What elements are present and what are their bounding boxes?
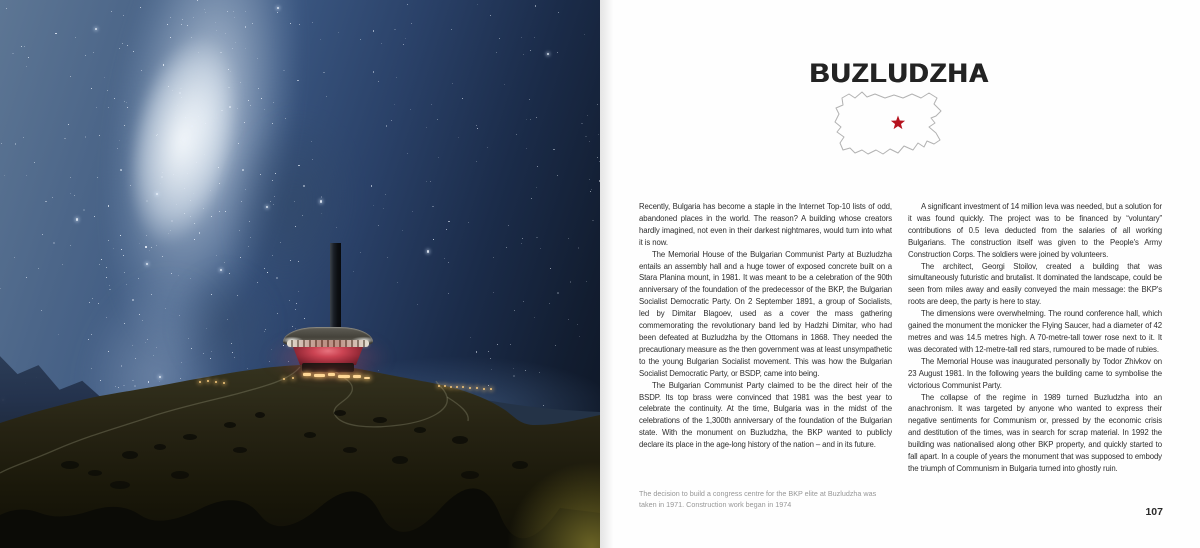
buzludzha-tower xyxy=(330,243,341,333)
saucer-window-band xyxy=(287,340,369,347)
left-text-column xyxy=(639,201,892,451)
text-page xyxy=(600,0,1200,548)
location-star-icon xyxy=(891,116,905,130)
page-title: BUZLUDZHA xyxy=(810,58,990,89)
hillside xyxy=(0,355,600,548)
paragraph: The collapse of the regime in 1989 turned Buzludzha into an anachronism. It was targeted by anyone who wanted to express their negative sentiments for Communism or, pressed by the economic crisis and destitution of the times, was in search for scrap material. In 1992 the building was nationalised along other BKP property, and quickly started to fall apart. In a couple of years the monument that was supposed to embody the triumph of Communism in Bulgaria turned into ghostly ruin. xyxy=(908,392,1162,473)
bulgaria-map xyxy=(828,85,952,161)
page-number: 107 xyxy=(1145,506,1163,518)
red-light-reflection xyxy=(284,362,376,378)
paragraph: A significant investment of 14 million leva was needed, but a solution for it was found quickly. The project was to be financed by “voluntary” contributions of 0.5 leva deducted from the salaries of all working Bulgarians. The construction itself was given to the People's Army Construction Corps. The soldiers were joined by volunteers. xyxy=(908,202,1162,259)
paragraph: The Bulgarian Communist Party claimed to be the direct heir of the BSDP. Its top brass were convinced that 1981 was the best year to celebrate the continuity. At the time, Bulgaria was in the midst of the celebrations of the 1,300th anniversary of the foundation of the Bulgarian state. With the monument on Buzludzha, the BKP wanted to publicly declare its place in the age-long history of the nation – and in its future. xyxy=(639,380,892,450)
right-text-column xyxy=(908,201,1162,475)
paragraph: The dimensions were overwhelming. The round conference hall, which gained the monument the monicker the Flying Saucer, had a diameter of 42 metres and was 14.5 metres high. A 70-metre-tall tower rose next to it. It was decorated with 12-metre-tall red stars, rumoured to be made of rubies. xyxy=(908,309,1162,354)
paragraph: Recently, Bulgaria has become a staple in the Internet Top-10 lists of odd, abandoned places in the world. The reason? A building whose creators hardly imagined, not even in their darkest nightmares, would turn into what it is now. xyxy=(639,202,892,247)
paragraph: The Memorial House was inaugurated personally by Todor Zhivkov on 23 August 1981. In the following years the building came to symbolise the victorious Communist Party. xyxy=(908,356,1162,390)
paragraph: The Memorial House of the Bulgarian Communist Party at Buzludzha entails an assembly hall and a huge tower of exposed concrete built on a Stara Planina mount, in 1981. It was meant to be a celebration of the 90th anniversary of the foundation of the predecessor of the BKP, the Bulgarian Socialist Democratic Party. On 2 September 1891, a group of Socialists, led by Dimitar Blagoev, used as a cover the mass gathering commemorating the revolutionary band led by Hadzhi Dimitar, who had been defeated at Buzludzha by the Ottomans in 1868. They needed the precautionary measure as the then government was at least unsympathetic to the young Bulgarian Socialist movement. This was how the Bulgarian Socialist Democratic Party, or BSDP, came into being. xyxy=(639,249,892,378)
bulgaria-outline xyxy=(835,92,941,154)
paragraph: The architect, Georgi Stoilov, created a building that was simultaneously futuristic and brutalist. It dominated the landscape, could be seen from miles away and easily conveyed the main message: the BKP's roots are deep, the party is here to stay. xyxy=(908,261,1162,307)
photo-caption: The decision to build a congress centre for the BKP elite at Buzludzha was taken in 1971. Construction work began in 1974 xyxy=(639,489,877,509)
